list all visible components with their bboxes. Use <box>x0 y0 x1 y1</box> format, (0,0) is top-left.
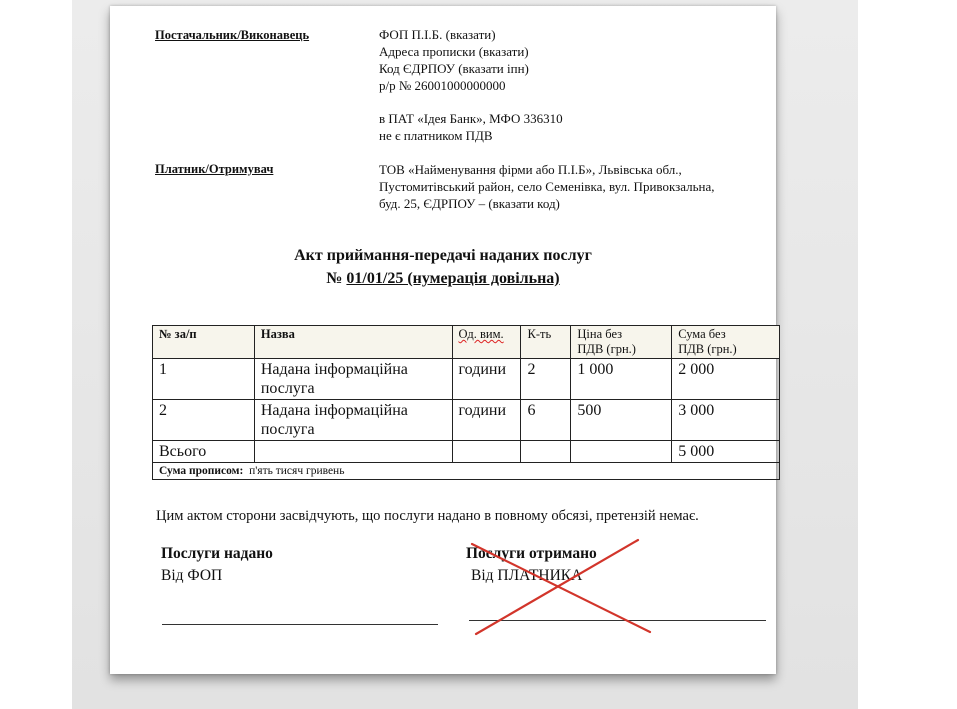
supplier-line: не є платником ПДВ <box>379 128 493 143</box>
row-name-l1: Надана інформаційна <box>260 361 408 378</box>
payer-line: ТОВ «Найменування фірми або П.І.Б», Львівська обл., <box>379 162 682 177</box>
confirmation-statement: Цим актом сторони засвідчують, що послуги надано в повному обсязі, претензій немає. <box>156 508 699 524</box>
table-words-row <box>153 463 780 480</box>
header-price-l2: ПДВ (грн.) <box>577 342 636 356</box>
act-number-value: 01/01/25 (нумерація довільна) <box>346 270 560 287</box>
act-number <box>110 270 776 288</box>
row-name-l2: послуга <box>260 421 315 438</box>
header-name: Назва <box>254 326 452 359</box>
table-total-row <box>153 441 780 463</box>
act-number-prefix: № <box>326 270 347 287</box>
row-qty: 2 <box>521 359 571 400</box>
header-num: № за/п <box>153 326 255 359</box>
header-sum-l2: ПДВ (грн.) <box>678 342 737 356</box>
signature-line-left <box>162 624 438 625</box>
row-num: 2 <box>153 400 255 441</box>
sign-right-who: Від ПЛАТНИКА <box>471 567 583 584</box>
header-price-l1: Ціна без <box>577 327 623 341</box>
row-name <box>254 400 452 441</box>
supplier-line: в ПАТ «Ідея Банк», МФО 336310 <box>379 111 563 126</box>
table-row <box>153 400 780 441</box>
cross-stroke-1 <box>472 544 650 632</box>
header-price <box>571 326 672 359</box>
supplier-line: ФОП П.І.Б. (вказати) <box>379 27 496 42</box>
header-qty: К-ть <box>521 326 571 359</box>
total-label: Всього <box>153 441 255 463</box>
header-unit <box>452 326 521 359</box>
total-sum: 5 000 <box>672 441 780 463</box>
sign-left-title-text: Послуги надано <box>161 545 273 562</box>
amount-in-words <box>153 463 780 480</box>
amount-in-words-label: Сума прописом: <box>159 465 244 477</box>
table-row <box>153 359 780 400</box>
row-sum: 2 000 <box>672 359 780 400</box>
row-name <box>254 359 452 400</box>
row-unit: години <box>452 359 521 400</box>
supplier-line: Код ЄДРПОУ (вказати іпн) <box>379 61 529 76</box>
row-num: 1 <box>153 359 255 400</box>
cross-mark-icon <box>460 534 660 638</box>
row-name-l1: Надана інформаційна <box>260 402 408 419</box>
table-header-row <box>153 326 780 359</box>
row-price: 500 <box>571 400 672 441</box>
services-table <box>152 325 780 480</box>
header-sum-l1: Сума без <box>678 327 726 341</box>
document-page <box>110 6 776 674</box>
sign-right-title-text: Послуги отримано <box>466 545 597 562</box>
sign-left-who: Від ФОП <box>161 567 223 584</box>
header-sum <box>672 326 780 359</box>
payer-line: Пустомитівський район, село Семенівка, вул. Привокзальна, <box>379 179 715 194</box>
row-name-l2: послуга <box>260 380 315 397</box>
act-title: Акт приймання-передачі наданих послуг <box>294 247 592 264</box>
supplier-line: р/р № 26001000000000 <box>379 78 506 93</box>
header-unit-text: Од. вим. <box>458 327 504 341</box>
row-sum: 3 000 <box>672 400 780 441</box>
payer-label: Платник/Отримувач <box>155 162 274 176</box>
row-qty: 6 <box>521 400 571 441</box>
cross-stroke-2 <box>476 540 638 634</box>
payer-line: буд. 25, ЄДРПОУ – (вказати код) <box>379 196 560 211</box>
sign-left-title <box>161 545 273 563</box>
row-unit: години <box>452 400 521 441</box>
amount-in-words-value: п'ять тисяч гривень <box>249 465 345 477</box>
supplier-label: Постачальник/Виконавець <box>155 28 310 42</box>
row-price: 1 000 <box>571 359 672 400</box>
supplier-line: Адреса прописки (вказати) <box>379 44 529 59</box>
